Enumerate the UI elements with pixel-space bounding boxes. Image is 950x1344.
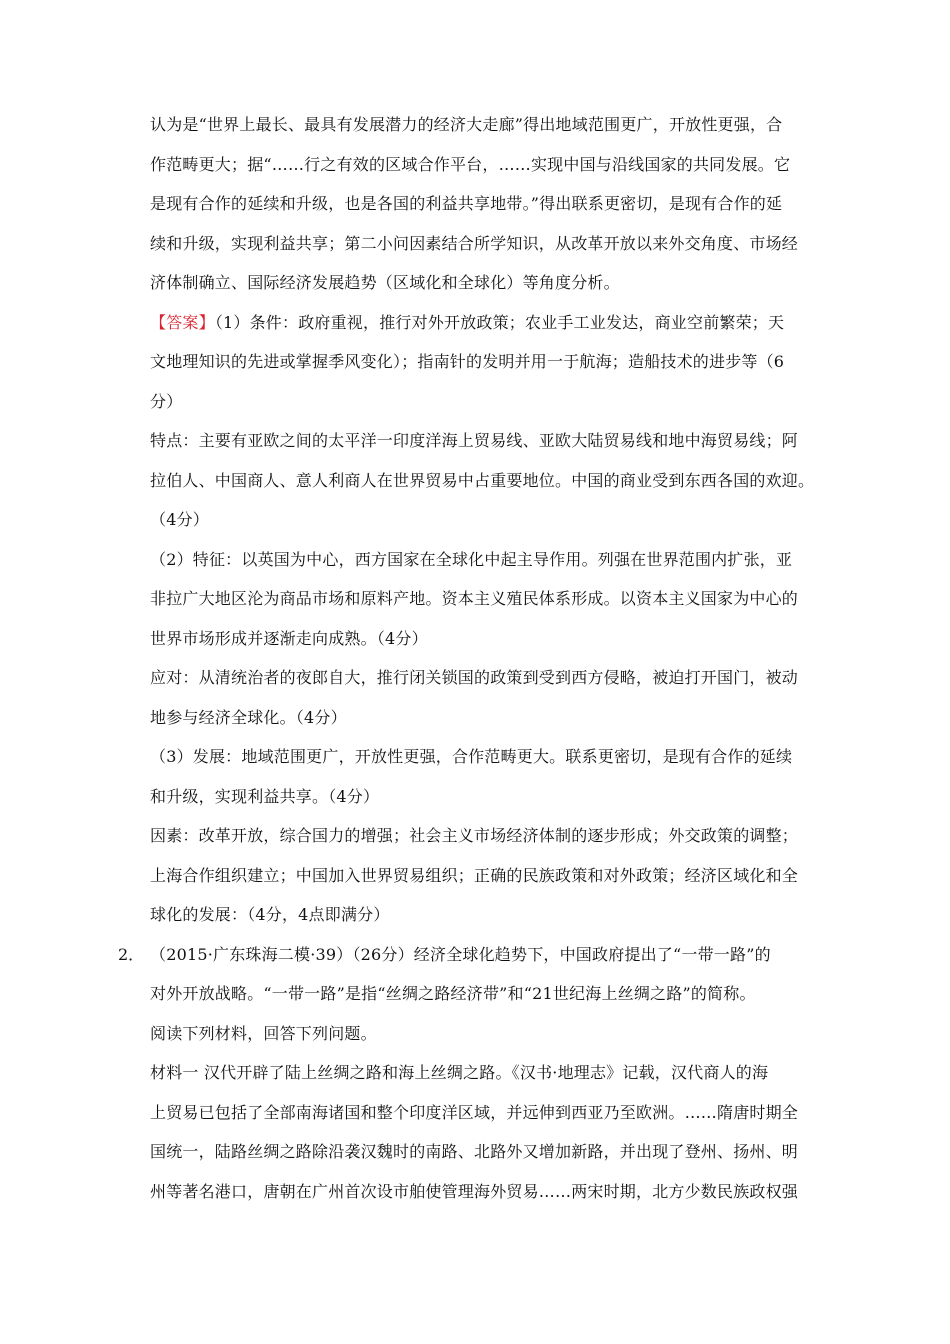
analysis-line: 是现有合作的延续和升级，也是各国的利益共享地带。”得出联系更密切，是现有合作的延	[150, 194, 783, 213]
answer-line: 文地理知识的先进或掌握季风变化）；指南针的发明并用一于航海；造船技术的进步等（6	[150, 352, 785, 371]
answer-line: 应对：从清统治者的夜郎自大，推行闭关锁国的政策到受到西方侵略，被迫打开国门，被动	[150, 668, 799, 687]
material-line: 上贸易已包括了全部南海诸国和整个印度洋区域，并远伸到西亚乃至欧洲。……隋唐时期全	[150, 1103, 799, 1122]
answer-line: （2）特征：以英国为中心，西方国家在全球化中起主导作用。列强在世界范围内扩张，亚	[150, 550, 793, 569]
answer-line: 拉伯人、中国商人、意人利商人在世界贸易中占重要地位。中国的商业受到东西各国的欢迎。	[150, 471, 815, 490]
question-line: 阅读下列材料，回答下列问题。	[150, 1024, 377, 1043]
answer-line: 球化的发展：（4分，4点即满分）	[150, 905, 390, 924]
answer-line: 和升级，实现利益共享。（4分）	[150, 787, 380, 806]
material-line: 国统一，陆路丝绸之路除沿袭汉魏时的南路、北路外又增加新路，并出现了登州、扬州、明	[150, 1142, 799, 1161]
analysis-line: 济体制确立、国际经济发展趋势（区域化和全球化）等角度分析。	[150, 273, 620, 292]
question-line: 对外开放战略。“一带一路”是指“丝绸之路经济带”和“21世纪海上丝绸之路”的简称。	[150, 984, 756, 1003]
answer-line: （3）发展：地域范围更广，开放性更强，合作范畴更大。联系更密切，是现有合作的延续	[150, 747, 793, 766]
answer-line: 上海合作组织建立；中国加入世界贸易组织；正确的民族政策和对外政策；经济区域化和全	[150, 866, 799, 885]
analysis-line: 认为是“世界上最长、最具有发展潜力的经济大走廊”得出地域范围更广，开放性更强，合	[150, 115, 783, 134]
answer-line: 分）	[150, 392, 183, 411]
answer-line: 特点：主要有亚欧之间的太平洋一印度洋海上贸易线、亚欧大陆贸易线和地中海贸易线；阿	[150, 431, 799, 450]
material-line: 材料一 汉代开辟了陆上丝绸之路和海上丝绸之路。《汉书·地理志》记载，汉代商人的海	[150, 1063, 769, 1082]
answer-line: 地参与经济全球化。（4分）	[150, 708, 347, 727]
analysis-line: 续和升级，实现利益共享；第二小问因素结合所学知识，从改革开放以来外交角度、市场经	[150, 234, 799, 253]
answer-line: 世界市场形成并逐渐走向成熟。（4分）	[150, 629, 428, 648]
answer-line: 非拉广大地区沦为商品市场和原料产地。资本主义殖民体系形成。以资本主义国家为中心的	[150, 589, 799, 608]
answer-first-text: （1）条件：政府重视，推行对外开放政策；农业手工业发达，商业空前繁荣；天	[214, 313, 785, 332]
answer-line: 因素：改革开放，综合国力的增强；社会主义市场经济体制的逐步形成；外交政策的调整；	[150, 826, 799, 845]
question-line: （2015·广东珠海二模·39）（26分）经济全球化趋势下，中国政府提出了“一带一路”的	[150, 945, 771, 964]
answer-first-line	[150, 312, 830, 334]
question-number: 2．	[118, 945, 145, 964]
material-line: 州等著名港口，唐朝在广州首次设市舶使管理海外贸易……两宋时期，北方少数民族政权强	[150, 1182, 799, 1201]
answer-tag: 【答案】	[150, 313, 215, 332]
answer-line: （4分）	[150, 510, 209, 529]
analysis-line: 作范畴更大；据“……行之有效的区域合作平台，……实现中国与沿线国家的共同发展。它	[150, 155, 791, 174]
